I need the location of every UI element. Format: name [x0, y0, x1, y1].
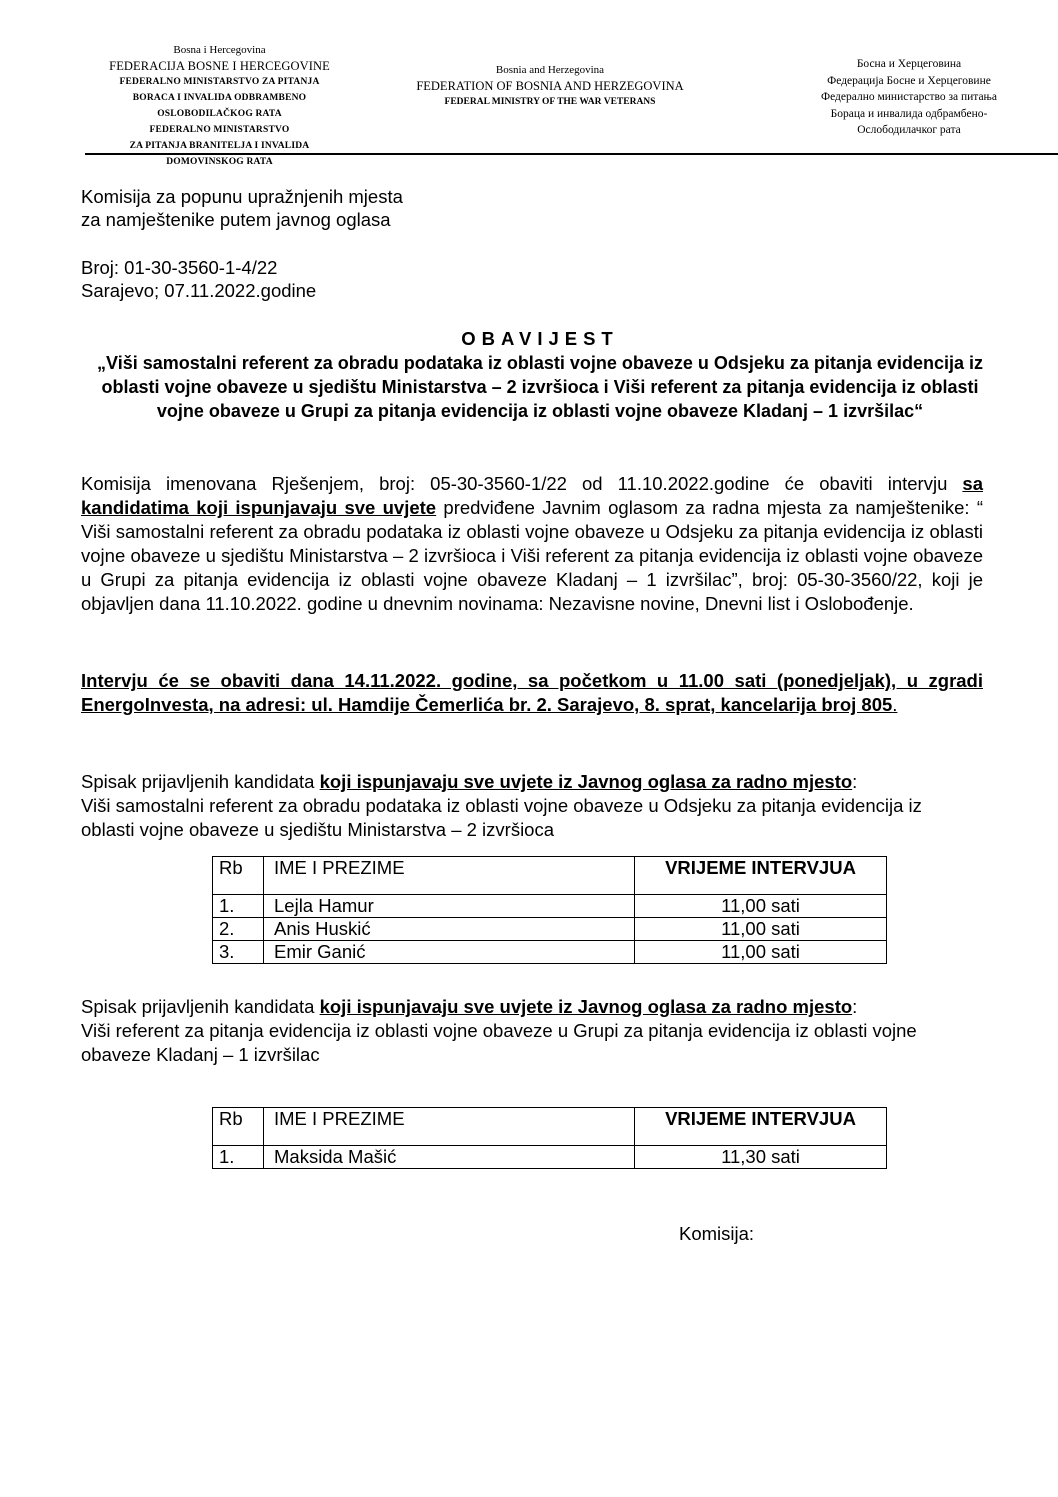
list-intro-emphasis: koji ispunjavaju sve uvjete iz Javnog oglasa za radno mjesto	[319, 996, 853, 1017]
letterhead-right-cyrillic	[770, 56, 1048, 139]
cell-rb: 1.	[213, 895, 264, 918]
letterhead-line: DOMOVINSKOG RATA	[166, 157, 273, 167]
cell-time: 11,00 sati	[635, 918, 887, 941]
column-header-time: VRIJEME INTERVJUA	[635, 857, 887, 895]
notice-heading: OBAVIJEST	[461, 328, 619, 349]
table-row	[213, 918, 887, 941]
cell-time: 11,00 sati	[635, 895, 887, 918]
candidate-table-1	[212, 856, 887, 964]
position-title: Viši samostalni referent za obradu podataka iz oblasti vojne obaveze u Odsjeku za pitanja evidencija iz oblasti vojne obaveze u sjedištu Ministarstva – 2 izvršioca	[81, 795, 922, 840]
cell-rb: 3.	[213, 941, 264, 964]
list-intro-colon: :	[852, 996, 858, 1017]
letterhead-line: Босна и Херцеговина	[856, 58, 962, 70]
sender-line: za namještenike putem javnog oglasa	[81, 209, 391, 230]
letterhead-left-latin	[82, 42, 357, 170]
intro-emphasis: sa kandidatima koji ispunjavaju sve uvjete	[81, 473, 983, 518]
letterhead-line: Bosna i Hercegovina	[173, 44, 266, 56]
list-intro-emphasis: koji ispunjavaju sve uvjete iz Javnog oglasa za radno mjesto	[319, 771, 853, 792]
list-intro-line	[81, 995, 983, 1019]
cell-time: 11,30 sati	[635, 1146, 887, 1169]
table-row	[213, 941, 887, 964]
table-row	[213, 895, 887, 918]
cell-rb: 2.	[213, 918, 264, 941]
column-header-time: VRIJEME INTERVJUA	[635, 1108, 887, 1146]
list-intro-colon: :	[852, 771, 858, 792]
letterhead-line: FEDERACIJA BOSNE I HERCEGOVINE	[109, 59, 330, 73]
cell-name: Emir Ganić	[264, 941, 635, 964]
candidate-list-2-intro	[81, 995, 983, 1067]
intro-text-continued: predviđene Javnim oglasom za radna mjesta za namještenike: “ Viši samostalni referent za obradu podataka iz oblasti vojne obaveze u Odsjeku za pitanja evidencija iz oblasti vojne obaveze u sjedištu Ministarstva – 2 izvršioca i Viši referent za pitanja evidencija iz oblasti vojne obaveze u Grupi za pitanja evidencija iz oblasti vojne obaveze Kladanj – 1 izvršilac”, broj: 05-30-3560/22, koji je objavljen dana 11.10.2022. godine u dnevnim novinama: Nezavisne novine, Dnevni list i Oslobođenje.	[81, 497, 983, 614]
letterhead-line: ZA PITANJA BRANITELJA I INVALIDA	[129, 141, 310, 151]
notice-subtitle: „Viši samostalni referent za obradu podataka iz oblasti vojne obaveze u Odsjeku za pitanja evidencija iz oblasti vojne obaveze u sjedištu Ministarstva – 2 izvršioca i Viši referent za pitanja evidencija iz oblasti vojne obaveze u Grupi za pitanja evidencija iz oblasti vojne obaveze Kladanj – 1 izvršilac“	[97, 353, 983, 421]
intro-text: Komisija imenovana Rješenjem, broj: 05-30-3560-1/22 od 11.10.2022.godine će obaviti intervju	[81, 473, 963, 494]
intro-paragraph	[81, 472, 983, 616]
interview-notice	[81, 669, 983, 717]
letterhead-line: FEDERALNO MINISTARSTVO	[149, 125, 290, 135]
list-intro-text: Spisak prijavljenih kandidata	[81, 771, 320, 792]
list-intro-text: Spisak prijavljenih kandidata	[81, 996, 320, 1017]
letterhead-line: Федерација Босне и Херцеговине	[827, 74, 991, 87]
cell-rb: 1.	[213, 1146, 264, 1169]
position-title: Viši referent za pitanja evidencija iz oblasti vojne obaveze u Grupi za pitanja evidencija iz oblasti vojne obaveze Kladanj – 1 izvršilac	[81, 1020, 917, 1065]
cell-name: Anis Huskić	[264, 918, 635, 941]
place-date: Sarajevo; 07.11.2022.godine	[81, 280, 317, 301]
letterhead-line: FEDERALNO MINISTARSTVO ZA PITANJA	[119, 77, 320, 87]
reference-block	[81, 256, 316, 302]
letterhead-line: Bosnia and Herzegovina	[495, 64, 605, 76]
cell-time: 11,00 sati	[635, 941, 887, 964]
reference-number: Broj: 01-30-3560-1-4/22	[81, 257, 278, 278]
column-header-rb: Rb	[213, 1108, 264, 1146]
letterhead-line: FEDERAL MINISTRY OF THE WAR VETERANS	[444, 97, 656, 107]
table-header-row	[213, 857, 887, 895]
cell-name: Lejla Hamur	[264, 895, 635, 918]
candidate-list-1-intro	[81, 770, 983, 842]
letterhead-line: Федерално министарство за питања	[821, 91, 997, 103]
table-header-row	[213, 1108, 887, 1146]
sender-line: Komisija za popunu upražnjenih mjesta	[81, 186, 403, 207]
sender-block	[81, 185, 403, 231]
cell-name: Maksida Mašić	[264, 1146, 635, 1169]
letterhead-line: FEDERATION OF BOSNIA AND HERZEGOVINA	[416, 79, 684, 93]
interview-notice-text: Intervju će se obaviti dana 14.11.2022. godine, sa početkom u 11.00 sati (ponedjeljak), u zgradi EnergoInvesta, na adresi: ul. Hamdije Čemerlića br. 2. Sarajevo, 8. sprat, kancelarija broj 805	[81, 670, 983, 715]
table-row	[213, 1146, 887, 1169]
letterhead-line: OSLOBODILAČKOG RATA	[157, 109, 282, 119]
notice-title-block	[80, 327, 1000, 423]
letterhead-line: Бораца и инвалида одбрамбено-	[830, 107, 988, 120]
signature-label: Komisija:	[679, 1223, 755, 1244]
letterhead-center-english	[400, 62, 700, 110]
column-header-name: IME I PREZIME	[264, 857, 635, 895]
letterhead-line: BORACA I INVALIDA ODBRAMBENO	[132, 93, 307, 103]
candidate-table-2	[212, 1107, 887, 1169]
list-intro-line	[81, 770, 983, 794]
interview-notice-end: .	[892, 694, 898, 715]
letterhead-line: Ослободилачког рата	[857, 124, 961, 136]
column-header-name: IME I PREZIME	[264, 1108, 635, 1146]
column-header-rb: Rb	[213, 857, 264, 895]
letterhead-divider	[85, 153, 1058, 155]
